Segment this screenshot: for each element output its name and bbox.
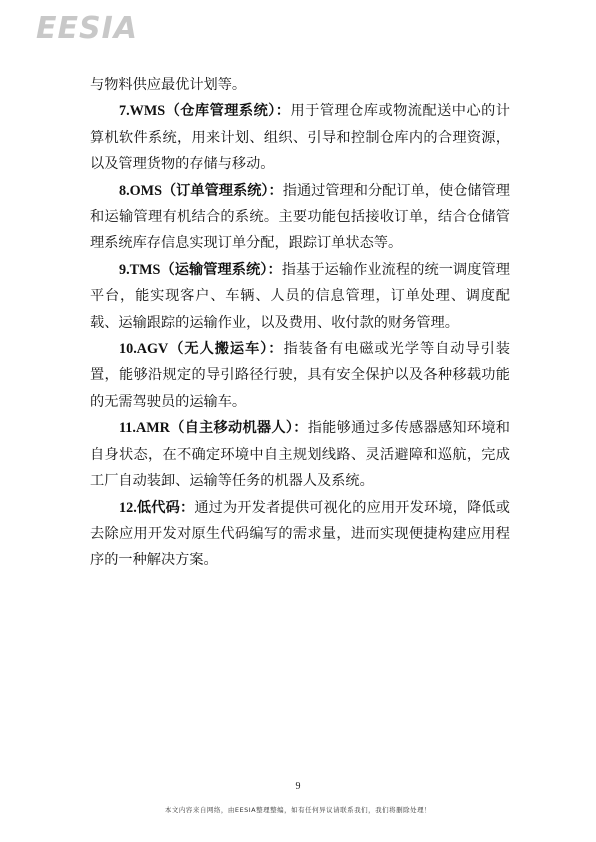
definition-text-amr: 指能够通过多传感器感知环境和自身状态，在不确定环境中自主规划线路、灵活避障和巡航，完成工厂自动装卸、运输等任务的机器人及系统。	[90, 420, 510, 490]
term-oms: 8.OMS（订单管理系统）：	[119, 182, 283, 199]
definition-text-oms: 指通过管理和分配订单，使仓储管理和运输管理有机结合的系统。主要功能包括接收订单，结合仓储管理系统库存信息实现订单分配，跟踪订单状态等。	[90, 182, 510, 252]
page-number: 9	[295, 781, 301, 792]
definition-wms	[90, 98, 510, 177]
definition-text-wms: 用于管理仓库或物流配送中心的计算机软件系统，用来计划、组织、引导和控制仓库内的合理资源，以及管理货物的存储与移动。	[90, 103, 510, 173]
term-amr: 11.AMR（自主移动机器人）：	[119, 420, 308, 437]
definition-amr	[90, 415, 510, 494]
definition-tms	[90, 257, 510, 336]
definition-agv	[90, 336, 510, 415]
definition-text-tms: 指基于运输作业流程的统一调度管理平台，能实现客户、车辆、人员的信息管理，订单处理、调度配载、运输跟踪的运输作业，以及费用、收付款的财务管理。	[90, 261, 510, 331]
definition-text-low-code: 通过为开发者提供可视化的应用开发环境，降低或去除应用开发对原生代码编写的需求量，进而实现便捷构建应用程序的一种解决方案。	[90, 499, 510, 569]
term-wms: 7.WMS（仓库管理系统）：	[119, 103, 291, 120]
eesia-logo: EESIA	[36, 11, 138, 46]
intro-paragraph: 与物料供应最优计划等。	[90, 77, 247, 93]
definition-low-code	[90, 495, 510, 574]
footer-disclaimer: 本文内容来自网络，由EESIA整理整编，如有任何异议请联系我们，我们将删除处理！	[164, 806, 432, 814]
term-agv: 10.AGV（无人搬运车）：	[119, 341, 284, 358]
term-low-code: 12.低代码：	[119, 499, 195, 516]
definition-oms	[90, 178, 510, 257]
term-tms: 9.TMS（运输管理系统）：	[119, 261, 282, 278]
definition-text-agv: 指装备有电磁或光学等自动导引装置，能够沿规定的导引路径行驶，具有安全保护以及各种移载功能的无需驾驶员的运输车。	[90, 341, 510, 410]
document-body	[90, 72, 510, 574]
